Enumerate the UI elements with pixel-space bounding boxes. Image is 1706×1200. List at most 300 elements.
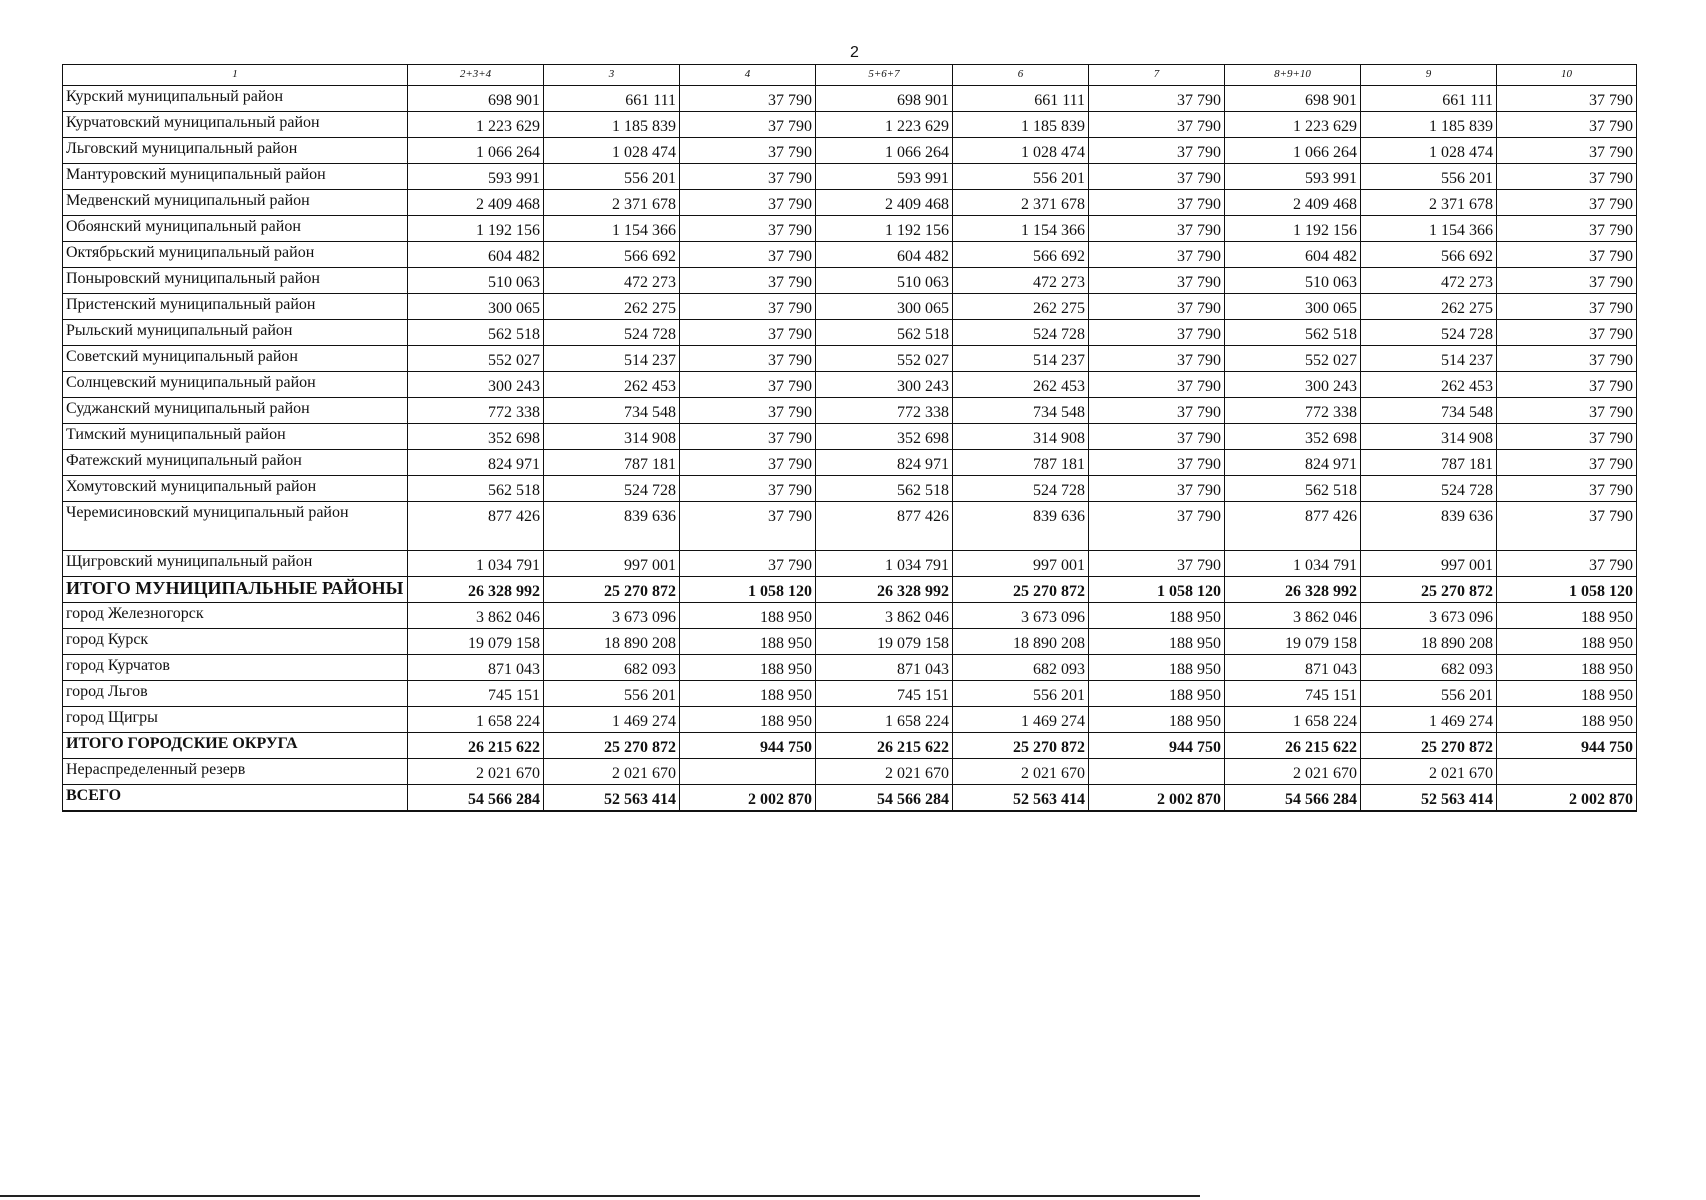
- cell-value: 37 790: [1497, 320, 1637, 346]
- cell-value: 1 066 264: [1225, 138, 1361, 164]
- cell-value: 37 790: [1089, 294, 1225, 320]
- cell-value: 871 043: [816, 655, 953, 681]
- cell-value: 787 181: [953, 450, 1089, 476]
- cell-value: 37 790: [680, 346, 816, 372]
- cell-value: 300 243: [408, 372, 544, 398]
- cell-value: 2 002 870: [680, 785, 816, 812]
- cell-value: 37 790: [680, 138, 816, 164]
- cell-value: 734 548: [544, 398, 680, 424]
- cell-value: 37 790: [1089, 320, 1225, 346]
- cell-value: 37 790: [1497, 294, 1637, 320]
- table-row: [63, 86, 1637, 112]
- cell-value: 37 790: [1497, 551, 1637, 577]
- cell-value: 37 790: [1089, 242, 1225, 268]
- table-row: [63, 398, 1637, 424]
- cell-value: 1 034 791: [408, 551, 544, 577]
- row-name: Курчатовский муниципальный район: [63, 112, 408, 138]
- cell-value: 2 021 670: [953, 759, 1089, 785]
- header-row: [63, 65, 1637, 86]
- cell-value: 593 991: [816, 164, 953, 190]
- cell-value: 3 862 046: [816, 603, 953, 629]
- cell-value: 698 901: [1225, 86, 1361, 112]
- cell-value: 19 079 158: [816, 629, 953, 655]
- table-row: [63, 681, 1637, 707]
- row-name: Пристенский муниципальный район: [63, 294, 408, 320]
- cell-value: 839 636: [1361, 502, 1497, 551]
- cell-value: 1 154 366: [1361, 216, 1497, 242]
- cell-value: 25 270 872: [1361, 733, 1497, 759]
- cell-value: 25 270 872: [544, 577, 680, 603]
- cell-value: 52 563 414: [1361, 785, 1497, 812]
- cell-value: 698 901: [816, 86, 953, 112]
- table-body: [63, 86, 1637, 812]
- cell-value: 37 790: [680, 450, 816, 476]
- cell-value: 188 950: [1497, 655, 1637, 681]
- cell-value: 1 223 629: [1225, 112, 1361, 138]
- cell-value: 37 790: [1089, 112, 1225, 138]
- cell-value: 2 409 468: [1225, 190, 1361, 216]
- cell-value: 682 093: [544, 655, 680, 681]
- cell-value: 37 790: [1089, 424, 1225, 450]
- cell-value: 314 908: [1361, 424, 1497, 450]
- row-name: Курский муниципальный район: [63, 86, 408, 112]
- table-row: [63, 629, 1637, 655]
- cell-value: 37 790: [680, 320, 816, 346]
- cell-value: 556 201: [544, 164, 680, 190]
- cell-value: 524 728: [1361, 476, 1497, 502]
- cell-value: 514 237: [544, 346, 680, 372]
- cell-value: 314 908: [544, 424, 680, 450]
- cell-value: 19 079 158: [408, 629, 544, 655]
- cell-value: 37 790: [1497, 190, 1637, 216]
- cell-value: 3 862 046: [1225, 603, 1361, 629]
- cell-value: 604 482: [816, 242, 953, 268]
- cell-value: 871 043: [408, 655, 544, 681]
- cell-value: 188 950: [680, 655, 816, 681]
- table-row: [63, 346, 1637, 372]
- cell-value: 188 950: [1089, 707, 1225, 733]
- cell-value: 37 790: [680, 424, 816, 450]
- cell-value: 661 111: [1361, 86, 1497, 112]
- cell-value: 37 790: [680, 242, 816, 268]
- cell-value: 1 066 264: [816, 138, 953, 164]
- cell-value: 26 328 992: [1225, 577, 1361, 603]
- cell-value: 188 950: [1089, 629, 1225, 655]
- cell-value: 37 790: [1089, 190, 1225, 216]
- cell-value: 26 328 992: [408, 577, 544, 603]
- cell-value: 1 469 274: [1361, 707, 1497, 733]
- cell-value: 26 215 622: [408, 733, 544, 759]
- cell-value: 556 201: [1361, 681, 1497, 707]
- cell-value: 566 692: [1361, 242, 1497, 268]
- row-name: Щигровский муниципальный район: [63, 551, 408, 577]
- cell-value: 1 469 274: [953, 707, 1089, 733]
- cell-value: 37 790: [1497, 242, 1637, 268]
- table-row: [63, 216, 1637, 242]
- table-row: [63, 190, 1637, 216]
- cell-value: 510 063: [1225, 268, 1361, 294]
- cell-value: 37 790: [680, 476, 816, 502]
- cell-value: 188 950: [680, 629, 816, 655]
- cell-value: 37 790: [680, 502, 816, 551]
- cell-value: 25 270 872: [953, 577, 1089, 603]
- cell-value: 3 862 046: [408, 603, 544, 629]
- cell-value: 745 151: [816, 681, 953, 707]
- cell-value: [1497, 759, 1637, 785]
- budget-table: [62, 64, 1637, 812]
- cell-value: 37 790: [1497, 372, 1637, 398]
- row-name: Поныровский муниципальный район: [63, 268, 408, 294]
- cell-value: 510 063: [408, 268, 544, 294]
- cell-value: 262 453: [1361, 372, 1497, 398]
- cell-value: 698 901: [408, 86, 544, 112]
- cell-value: 1 066 264: [408, 138, 544, 164]
- table-row: [63, 707, 1637, 733]
- cell-value: 262 275: [1361, 294, 1497, 320]
- cell-value: 54 566 284: [408, 785, 544, 812]
- cell-value: 54 566 284: [816, 785, 953, 812]
- row-name: город Железногорск: [63, 603, 408, 629]
- cell-value: 2 409 468: [816, 190, 953, 216]
- table-row: [63, 294, 1637, 320]
- cell-value: 1 658 224: [1225, 707, 1361, 733]
- cell-value: 1 034 791: [1225, 551, 1361, 577]
- table-row: [63, 138, 1637, 164]
- cell-value: 188 950: [680, 707, 816, 733]
- cell-value: 556 201: [544, 681, 680, 707]
- cell-value: 1 192 156: [408, 216, 544, 242]
- cell-value: 1 058 120: [1089, 577, 1225, 603]
- cell-value: 2 021 670: [408, 759, 544, 785]
- cell-value: 661 111: [544, 86, 680, 112]
- cell-value: 37 790: [1089, 476, 1225, 502]
- row-name: Черемисиновский муниципальный район: [63, 502, 408, 551]
- row-name: Рыльский муниципальный район: [63, 320, 408, 346]
- cell-value: 26 328 992: [816, 577, 953, 603]
- table-row: [63, 759, 1637, 785]
- cell-value: 524 728: [544, 476, 680, 502]
- cell-value: 787 181: [1361, 450, 1497, 476]
- cell-value: 2 021 670: [1361, 759, 1497, 785]
- cell-value: 1 154 366: [953, 216, 1089, 242]
- table-row: [63, 112, 1637, 138]
- row-name: город Курчатов: [63, 655, 408, 681]
- cell-value: 1 192 156: [816, 216, 953, 242]
- column-header: 6: [953, 65, 1089, 86]
- cell-value: 52 563 414: [953, 785, 1089, 812]
- cell-value: 944 750: [1497, 733, 1637, 759]
- cell-value: 37 790: [1089, 86, 1225, 112]
- row-name: Нераспределенный резерв: [63, 759, 408, 785]
- row-name: Суджанский муниципальный район: [63, 398, 408, 424]
- cell-value: [680, 759, 816, 785]
- cell-value: 562 518: [408, 320, 544, 346]
- cell-value: 188 950: [1497, 681, 1637, 707]
- cell-value: 824 971: [1225, 450, 1361, 476]
- cell-value: 1 192 156: [1225, 216, 1361, 242]
- cell-value: 566 692: [544, 242, 680, 268]
- cell-value: 37 790: [1497, 502, 1637, 551]
- cell-value: 824 971: [816, 450, 953, 476]
- cell-value: 262 453: [544, 372, 680, 398]
- cell-value: 54 566 284: [1225, 785, 1361, 812]
- cell-value: 37 790: [680, 372, 816, 398]
- cell-value: 37 790: [1089, 372, 1225, 398]
- cell-value: 37 790: [1497, 476, 1637, 502]
- cell-value: 514 237: [953, 346, 1089, 372]
- cell-value: 1 034 791: [816, 551, 953, 577]
- row-name: Советский муниципальный район: [63, 346, 408, 372]
- cell-value: 188 950: [1497, 707, 1637, 733]
- cell-value: 37 790: [1089, 216, 1225, 242]
- cell-value: 300 065: [1225, 294, 1361, 320]
- cell-value: 37 790: [1497, 424, 1637, 450]
- cell-value: 2 021 670: [544, 759, 680, 785]
- cell-value: 556 201: [953, 681, 1089, 707]
- column-header: 4: [680, 65, 816, 86]
- cell-value: 604 482: [1225, 242, 1361, 268]
- row-name: Хомутовский муниципальный район: [63, 476, 408, 502]
- cell-value: 1 658 224: [408, 707, 544, 733]
- cell-value: 1 154 366: [544, 216, 680, 242]
- cell-value: 562 518: [1225, 320, 1361, 346]
- cell-value: 37 790: [1089, 164, 1225, 190]
- cell-value: 3 673 096: [1361, 603, 1497, 629]
- cell-value: 1 185 839: [1361, 112, 1497, 138]
- cell-value: 300 065: [816, 294, 953, 320]
- page-number: 2: [850, 44, 859, 61]
- table-row: [63, 424, 1637, 450]
- cell-value: 472 273: [953, 268, 1089, 294]
- cell-value: 734 548: [953, 398, 1089, 424]
- cell-value: 352 698: [1225, 424, 1361, 450]
- cell-value: 1 223 629: [408, 112, 544, 138]
- row-name: Фатежский муниципальный район: [63, 450, 408, 476]
- cell-value: 877 426: [408, 502, 544, 551]
- cell-value: 262 453: [953, 372, 1089, 398]
- cell-value: 314 908: [953, 424, 1089, 450]
- table-row: [63, 450, 1637, 476]
- cell-value: 37 790: [680, 112, 816, 138]
- column-header: 7: [1089, 65, 1225, 86]
- cell-value: 18 890 208: [1361, 629, 1497, 655]
- cell-value: 37 790: [1089, 346, 1225, 372]
- scan-edge-line: [0, 1195, 1200, 1197]
- cell-value: 552 027: [1225, 346, 1361, 372]
- cell-value: 524 728: [544, 320, 680, 346]
- cell-value: 262 275: [953, 294, 1089, 320]
- row-name: Тимский муниципальный район: [63, 424, 408, 450]
- cell-value: 26 215 622: [816, 733, 953, 759]
- cell-value: 300 243: [816, 372, 953, 398]
- cell-value: 997 001: [953, 551, 1089, 577]
- cell-value: 25 270 872: [544, 733, 680, 759]
- table-row: [63, 502, 1637, 551]
- cell-value: 745 151: [408, 681, 544, 707]
- table-row: [63, 372, 1637, 398]
- cell-value: 839 636: [953, 502, 1089, 551]
- column-header: 10: [1497, 65, 1637, 86]
- cell-value: 37 790: [1497, 164, 1637, 190]
- cell-value: 37 790: [1089, 268, 1225, 294]
- cell-value: 3 673 096: [953, 603, 1089, 629]
- cell-value: 37 790: [680, 164, 816, 190]
- cell-value: 2 002 870: [1497, 785, 1637, 812]
- cell-value: 472 273: [1361, 268, 1497, 294]
- cell-value: 37 790: [1497, 216, 1637, 242]
- cell-value: 824 971: [408, 450, 544, 476]
- cell-value: 300 065: [408, 294, 544, 320]
- cell-value: 734 548: [1361, 398, 1497, 424]
- cell-value: 1 223 629: [816, 112, 953, 138]
- cell-value: 2 021 670: [816, 759, 953, 785]
- cell-value: 871 043: [1225, 655, 1361, 681]
- row-name: Октябрьский муниципальный район: [63, 242, 408, 268]
- cell-value: 944 750: [1089, 733, 1225, 759]
- cell-value: 352 698: [816, 424, 953, 450]
- cell-value: 2 002 870: [1089, 785, 1225, 812]
- cell-value: 1 658 224: [816, 707, 953, 733]
- cell-value: 37 790: [1089, 138, 1225, 164]
- cell-value: 593 991: [1225, 164, 1361, 190]
- cell-value: 37 790: [680, 551, 816, 577]
- cell-value: 188 950: [1089, 603, 1225, 629]
- cell-value: 1 469 274: [544, 707, 680, 733]
- row-name: Солнцевский муниципальный район: [63, 372, 408, 398]
- cell-value: 3 673 096: [544, 603, 680, 629]
- column-header: 5+6+7: [816, 65, 953, 86]
- table-row: [63, 551, 1637, 577]
- table-row: [63, 785, 1637, 812]
- cell-value: 352 698: [408, 424, 544, 450]
- cell-value: 877 426: [1225, 502, 1361, 551]
- cell-value: 566 692: [953, 242, 1089, 268]
- cell-value: 472 273: [544, 268, 680, 294]
- cell-value: 188 950: [1497, 629, 1637, 655]
- cell-value: 37 790: [680, 294, 816, 320]
- row-name: ВСЕГО: [63, 785, 408, 812]
- table-row: [63, 268, 1637, 294]
- cell-value: 556 201: [953, 164, 1089, 190]
- cell-value: 37 790: [1497, 346, 1637, 372]
- cell-value: 188 950: [680, 681, 816, 707]
- cell-value: 37 790: [1089, 398, 1225, 424]
- cell-value: 562 518: [816, 320, 953, 346]
- table-row: [63, 242, 1637, 268]
- cell-value: 188 950: [1497, 603, 1637, 629]
- table-row: [63, 655, 1637, 681]
- column-header: 2+3+4: [408, 65, 544, 86]
- cell-value: 25 270 872: [953, 733, 1089, 759]
- row-name: город Курск: [63, 629, 408, 655]
- cell-value: 37 790: [1497, 86, 1637, 112]
- cell-value: 25 270 872: [1361, 577, 1497, 603]
- cell-value: 1 058 120: [1497, 577, 1637, 603]
- table-row: [63, 733, 1637, 759]
- cell-value: 1 028 474: [544, 138, 680, 164]
- cell-value: 1 185 839: [953, 112, 1089, 138]
- cell-value: 52 563 414: [544, 785, 680, 812]
- cell-value: 262 275: [544, 294, 680, 320]
- column-header: 9: [1361, 65, 1497, 86]
- cell-value: 661 111: [953, 86, 1089, 112]
- cell-value: 37 790: [1497, 450, 1637, 476]
- table-row: [63, 603, 1637, 629]
- cell-value: 2 409 468: [408, 190, 544, 216]
- column-header: 8+9+10: [1225, 65, 1361, 86]
- cell-value: 1 058 120: [680, 577, 816, 603]
- table-row: [63, 577, 1637, 603]
- cell-value: 2 371 678: [544, 190, 680, 216]
- cell-value: 300 243: [1225, 372, 1361, 398]
- cell-value: 37 790: [1089, 450, 1225, 476]
- cell-value: 944 750: [680, 733, 816, 759]
- cell-value: 682 093: [1361, 655, 1497, 681]
- cell-value: 997 001: [1361, 551, 1497, 577]
- cell-value: 1 028 474: [1361, 138, 1497, 164]
- cell-value: 593 991: [408, 164, 544, 190]
- cell-value: 37 790: [1497, 138, 1637, 164]
- table-row: [63, 476, 1637, 502]
- row-name: Медвенский муниципальный район: [63, 190, 408, 216]
- cell-value: 2 371 678: [953, 190, 1089, 216]
- cell-value: 37 790: [1089, 502, 1225, 551]
- cell-value: 997 001: [544, 551, 680, 577]
- cell-value: 37 790: [1497, 268, 1637, 294]
- cell-value: 787 181: [544, 450, 680, 476]
- cell-value: 682 093: [953, 655, 1089, 681]
- row-name: город Щигры: [63, 707, 408, 733]
- cell-value: 510 063: [816, 268, 953, 294]
- cell-value: 877 426: [816, 502, 953, 551]
- cell-value: 562 518: [408, 476, 544, 502]
- cell-value: 37 790: [1497, 398, 1637, 424]
- cell-value: 37 790: [680, 190, 816, 216]
- table-row: [63, 320, 1637, 346]
- cell-value: 562 518: [816, 476, 953, 502]
- cell-value: 188 950: [1089, 681, 1225, 707]
- cell-value: 562 518: [1225, 476, 1361, 502]
- cell-value: 772 338: [1225, 398, 1361, 424]
- cell-value: 188 950: [680, 603, 816, 629]
- cell-value: 556 201: [1361, 164, 1497, 190]
- row-name: город Льгов: [63, 681, 408, 707]
- cell-value: 18 890 208: [953, 629, 1089, 655]
- cell-value: 839 636: [544, 502, 680, 551]
- cell-value: 2 021 670: [1225, 759, 1361, 785]
- column-header: 1: [63, 65, 408, 86]
- cell-value: 2 371 678: [1361, 190, 1497, 216]
- row-name: Льговский муниципальный район: [63, 138, 408, 164]
- row-name: Обоянский муниципальный район: [63, 216, 408, 242]
- cell-value: 188 950: [1089, 655, 1225, 681]
- table-row: [63, 164, 1637, 190]
- cell-value: 524 728: [1361, 320, 1497, 346]
- cell-value: 1 185 839: [544, 112, 680, 138]
- cell-value: 772 338: [816, 398, 953, 424]
- cell-value: 19 079 158: [1225, 629, 1361, 655]
- cell-value: 37 790: [680, 86, 816, 112]
- row-name: Мантуровский муниципальный район: [63, 164, 408, 190]
- row-name: ИТОГО ГОРОДСКИЕ ОКРУГА: [63, 733, 408, 759]
- cell-value: 552 027: [408, 346, 544, 372]
- cell-value: 552 027: [816, 346, 953, 372]
- cell-value: 1 028 474: [953, 138, 1089, 164]
- cell-value: 37 790: [1497, 112, 1637, 138]
- cell-value: 37 790: [680, 398, 816, 424]
- cell-value: [1089, 759, 1225, 785]
- cell-value: 604 482: [408, 242, 544, 268]
